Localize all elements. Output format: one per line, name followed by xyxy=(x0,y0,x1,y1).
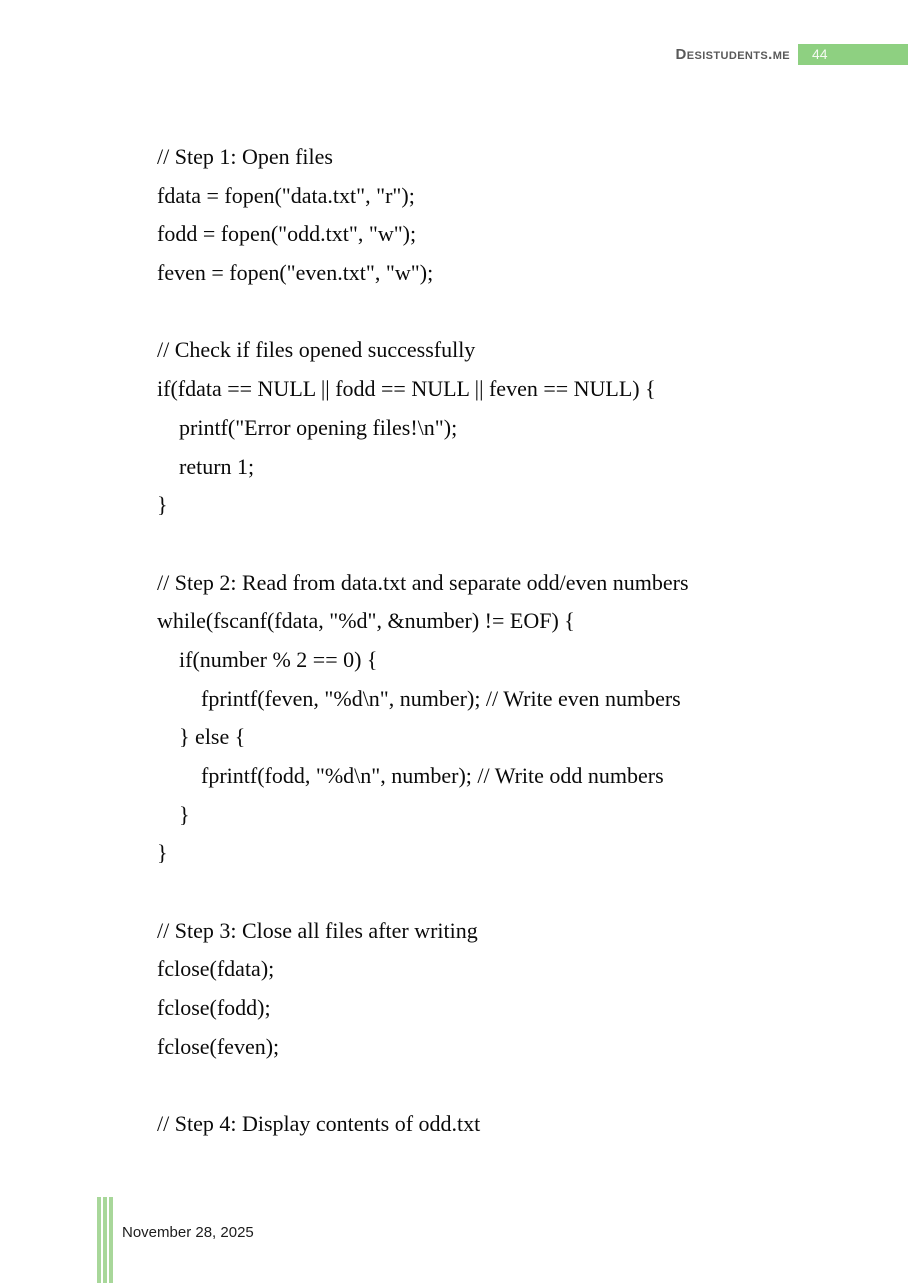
code-blank-line xyxy=(157,1067,857,1106)
code-blank-line xyxy=(157,293,857,332)
code-line: // Step 1: Open files xyxy=(157,144,333,169)
code-line: fclose(fdata); xyxy=(157,956,275,982)
code-line: fdata = fopen("data.txt", "r"); xyxy=(157,182,415,208)
code-line: fclose(fodd); xyxy=(157,995,271,1021)
code-line: // Step 4: Display contents of odd.txt xyxy=(157,1111,481,1137)
footer-bar xyxy=(109,1197,113,1283)
code-line: } xyxy=(157,492,168,518)
code-line: } xyxy=(179,801,190,827)
code-line: } else { xyxy=(179,724,246,750)
footer-decoration-bars xyxy=(97,1197,113,1283)
code-line: fprintf(feven, "%d\n", number); // Write even numbers xyxy=(201,685,681,711)
code-line: return 1; xyxy=(179,453,255,479)
code-line: // Step 3: Close all files after writing xyxy=(157,917,478,943)
code-blank-line xyxy=(157,873,857,912)
code-line: fclose(feven); xyxy=(157,1033,280,1059)
code-line: printf("Error opening files!\n"); xyxy=(179,414,458,440)
code-line: while(fscanf(fdata, "%d", &number) != EOF) { xyxy=(157,608,575,634)
code-block xyxy=(157,138,857,1144)
code-line: } xyxy=(157,840,168,866)
code-line: // Step 2: Read from data.txt and separate odd/even numbers xyxy=(157,569,689,595)
code-blank-line xyxy=(157,525,857,564)
code-line: if(fdata == NULL || fodd == NULL || feven == NULL) { xyxy=(157,376,656,402)
code-line: // Check if files opened successfully xyxy=(157,337,476,363)
code-line: fprintf(fodd, "%d\n", number); // Write odd numbers xyxy=(201,763,664,788)
code-line: fodd = fopen("odd.txt", "w"); xyxy=(157,221,417,247)
footer-bar xyxy=(103,1197,107,1283)
footer-date: November 28, 2025 xyxy=(122,1224,254,1241)
site-watermark-label: Desistudents.me xyxy=(675,46,790,63)
page-number-badge: 44 xyxy=(798,44,908,65)
code-line: if(number % 2 == 0) { xyxy=(179,646,378,672)
code-line: feven = fopen("even.txt", "w"); xyxy=(157,260,434,286)
footer-bar xyxy=(97,1197,101,1283)
